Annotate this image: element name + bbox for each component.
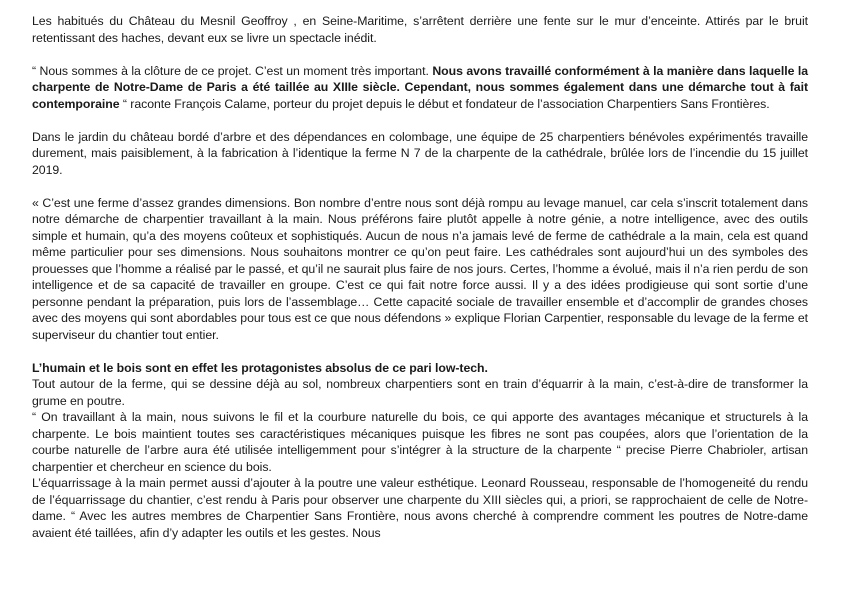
paragraph-quote-carpentier: « C’est une ferme d’assez grandes dimensions. Bon nombre d’entre nous sont déjà rompu au levage manuel, car cela s’inscrit totalement dans notre démarche de charpentier travaillant à la main. Nous préférons faire plutôt appelle à notre génie, a notre intelligence, avec des outils simple et humain, qu’a des moyens coûteux et sophistiqués. Aucun de nous n’a jamais levé de ferme de cathédrale a la main, cela est quand même particulier pour ses dimensions. Nous souhaitons montrer ce qu’on peut faire. Les cathédrales sont aujourd’hui un des symboles des prouesses que l’homme a réalisé par le passé, et qu’il ne saurait plus faire de nos jours. Certes, l’homme a évolué, mais il n’a rien perdu de son intelligence et de sa capacité de travailler en groupe. C’est ce qui fait notre force aussi. Il y a des idées prodigieuse qui sont sortie d’une personne pendant la préparation, puis lors de l’assemblage… Cette capacité sociale de travailler ensemble et d’accomplir de grandes choses avec des moyens qui sont abordables pour tous est ce que nous défendons » explique Florian Carpentier, responsable du levage de la ferme et superviseur du chantier tout entier. bbox=[32, 195, 808, 342]
section-heading: L’humain et le bois sont en effet les protagonistes absolus de ce pari low-tech. bbox=[32, 360, 488, 375]
paragraph-garden: Dans le jardin du château bordé d’arbre et des dépendances en colombage, une équipe de 25 charpentiers bénévoles expérimentés travaille durement, mais paisiblement, à la fabrication à l’identique la ferme N 7 de la charpente de la cathédrale, brûlée lors de l’incendie du 15 juillet 2019. bbox=[32, 129, 808, 177]
paragraph-quote-chabrioler: “ On travaillant à la main, nous suivons le fil et la courbure naturelle du bois, ce qui apporte des avantages mécanique et structurels à la charpente. Le bois maintient toutes ses caractéristiques mécaniques puisque les fibres ne sont pas coupées, alors que l’orientation de la courbe naturelle de l’arbre aura été utilisée intelligemment pour s’intégrer à la structure de la charpente “ precise Pierre Chabrioler, artisan charpentier et chercheur en science du bois. bbox=[32, 410, 808, 474]
quote-bold-emphasis: Nous avons travaillé conformément à la manière dans laquelle la charpente de Notre-Dame de Paris a été taillée au XIIIe siècle. Cependant, nous sommes également dans une démarche tout à fait contemporaine bbox=[32, 63, 808, 111]
paragraph-quote-calame bbox=[32, 63, 808, 113]
quote-opening: “ Nous sommes à la clôture de ce projet. C’est un moment très important. bbox=[32, 63, 433, 78]
quote-attribution: “ raconte François Calame, porteur du projet depuis le début et fondateur de l’association Charpentiers Sans Frontières. bbox=[119, 96, 770, 111]
article-body bbox=[32, 13, 808, 541]
paragraph-equarrissage: Tout autour de la ferme, qui se dessine déjà au sol, nombreux charpentiers sont en train d’équarrir à la main, c’est-à-dire de transformer la grume en poutre. bbox=[32, 377, 808, 408]
paragraph-intro: Les habitués du Château du Mesnil Geoffroy , en Seine-Maritime, s’arrêtent derrière une fente sur le mur d’enceinte. Attirés par le bruit retentissant des haches, devant eux se livre un spectacle inédit. bbox=[32, 14, 808, 45]
paragraph-rousseau: L’équarrissage à la main permet aussi d’ajouter à la poutre une valeur esthétique. Leonard Rousseau, responsable de l’homogeneité du rendu de l’équarrissage du chantier, c’est rendu à Paris pour observer une charpente du XIII siècles qui, a priori, se rapprochaient de celle de Notre-dame. “ Avec les autres membres de Charpentier Sans Frontière, nous avons cherché à comprendre comment les poutres de Notre-dame avaient été taillées, afin d’y adapter les outils et les gestes. Nous bbox=[32, 476, 808, 540]
